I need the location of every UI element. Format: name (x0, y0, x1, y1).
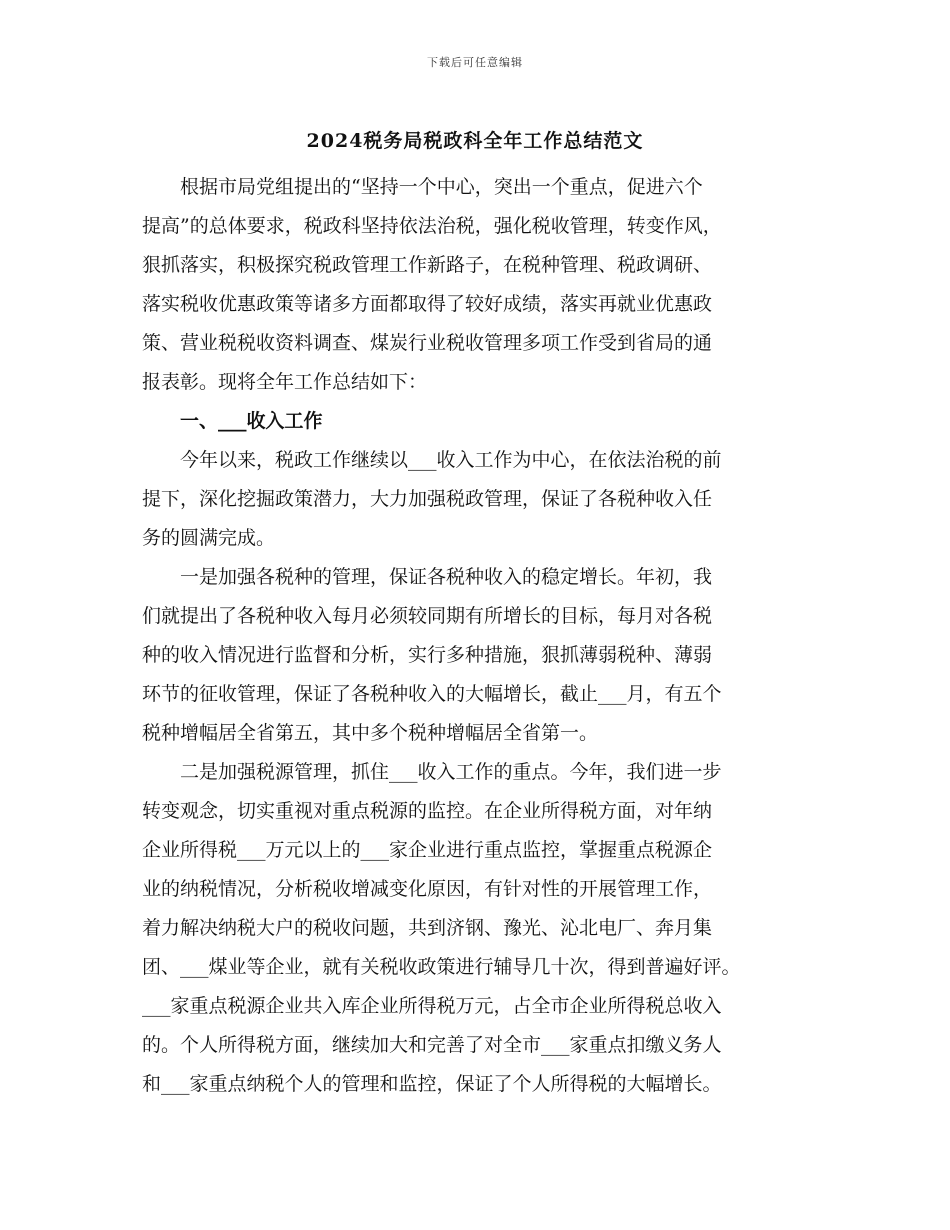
body-line: 转变观念，切实重视对重点税源的监控。在企业所得税方面，对年纳 (142, 800, 713, 822)
body-line: 提下，深化挖掘政策潜力，大力加强税政管理，保证了各税种收入任 (142, 488, 713, 510)
body-line: 团、___煤业等企业，就有关税收政策进行辅导几十次，得到普遍好评。 (142, 956, 741, 978)
body-line: 种的收入情况进行监督和分析，实行多种措施，狠抓薄弱税种、薄弱 (142, 644, 713, 666)
body-line: 和___家重点纳税个人的管理和监控，保证了个人所得税的大幅增长。 (142, 1073, 722, 1095)
body-line: 落实税收优惠政策等诸多方面都取得了较好成绩，落实再就业优惠政 (142, 293, 713, 315)
body-line: 一是加强各税种的管理，保证各税种收入的稳定增长。年初，我 (142, 566, 713, 588)
body-line: ___家重点税源企业共入库企业所得税万元，占全市企业所得税总收入 (142, 995, 722, 1017)
body-line: 企业所得税___万元以上的___家企业进行重点监控，掌握重点税源企 (142, 839, 713, 861)
document-title: 2024税务局税政科全年工作总结范文 (306, 130, 644, 152)
body-line: 今年以来，税政工作继续以___收入工作为中心，在依法治税的前 (142, 449, 722, 471)
body-line: 提高”的总体要求，税政科坚持依法治税，强化税收管理，转变作风， (142, 215, 722, 237)
body-line: 策、营业税税收资料调查、煤炭行业税收管理多项工作受到省局的通 (142, 332, 713, 354)
body-line: 的。个人所得税方面，继续加大和完善了对全市___家重点扣缴义务人 (142, 1034, 722, 1056)
body-line: 们就提出了各税种收入每月必须较同期有所增长的目标，每月对各税 (142, 605, 713, 627)
header-note: 下载后可任意编辑 (427, 56, 523, 69)
body-line: 环节的征收管理，保证了各税种收入的大幅增长，截止___月，有五个 (142, 683, 722, 705)
body-line: 二是加强税源管理，抓住___收入工作的重点。今年，我们进一步 (142, 761, 722, 783)
body-line: 务的圆满完成。 (142, 527, 276, 549)
section-heading: 一、___收入工作 (142, 410, 323, 432)
body-line: 狠抓落实，积极探究税政管理工作新路子，在税种管理、税政调研、 (142, 254, 713, 276)
body-line: 报表彰。现将全年工作总结如下： (142, 371, 428, 393)
body-line: 业的纳税情况，分析税收增减变化原因，有针对性的开展管理工作， (142, 878, 713, 900)
body-line: 根据市局党组提出的“坚持一个中心，突出一个重点，促进六个 (142, 176, 703, 198)
body-line: 着力解决纳税大户的税收问题，共到济钢、豫光、沁北电厂、奔月集 (142, 917, 713, 939)
body-line: 税种增幅居全省第五，其中多个税种增幅居全省第一。 (142, 722, 599, 744)
